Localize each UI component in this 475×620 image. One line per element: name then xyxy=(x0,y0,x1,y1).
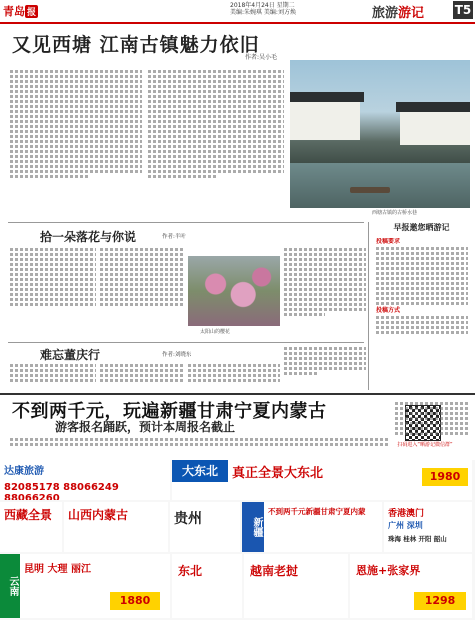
ad-neimenggu-title: 山西内蒙古 xyxy=(68,508,129,522)
ad-dongbei2-title: 东北 xyxy=(178,564,203,578)
ad-brand xyxy=(0,460,170,500)
sidebar-body xyxy=(376,238,468,402)
ad-yuenan-title: 越南老挝 xyxy=(250,564,299,578)
ad-yunnan-tag: 云南 xyxy=(0,554,20,618)
logo-text: 青岛 xyxy=(3,5,25,18)
ad-hongkong xyxy=(384,502,472,552)
ad-guangzhou: 广州 深圳 xyxy=(388,521,423,530)
ad-guizhou-title: 贵州 xyxy=(174,511,202,527)
bottom-subhead: 游客报名踊跃，预计本周报名截止 xyxy=(55,420,236,434)
ad-enshi xyxy=(350,554,472,618)
ad-yunnan xyxy=(0,554,170,618)
logo-badge: 报 xyxy=(25,5,38,18)
article2-column2 xyxy=(100,246,184,326)
xitang-photo xyxy=(290,60,470,208)
section-name: 旅游 xyxy=(372,6,399,21)
article3-column3 xyxy=(188,362,280,392)
ad-guilin: 珠海 桂林 开阳 韶山 xyxy=(388,535,447,543)
newspaper-logo xyxy=(3,3,38,19)
ad-dongbei2 xyxy=(172,554,242,618)
article1-author: 作者:吴小毛 xyxy=(245,54,278,61)
ad-guizhou xyxy=(170,502,240,552)
ad-xinjiang xyxy=(242,502,382,552)
date-line: 2018年4月24日 星期二 xyxy=(230,2,295,9)
qr-caption: 扫码进入“晒游记微信群” xyxy=(397,442,453,448)
ad-kunming: 昆明 大理 丽江 xyxy=(24,564,91,575)
ad-price-1880: 1880 xyxy=(110,592,160,610)
main-headline: 又见西塘 江南古镇魅力依旧 xyxy=(12,34,260,56)
flower-photo-caption: 太阳山的樱花 xyxy=(200,329,231,335)
issue-date xyxy=(230,2,296,16)
xitang-photo-caption: 西塘古镇的古桥水巷 xyxy=(372,210,418,216)
ad-dadongbei xyxy=(172,460,472,500)
flower-photo xyxy=(188,256,280,326)
section-title xyxy=(372,2,424,21)
editor-line: 美编:朱婉琪 美编:刘方焕 xyxy=(230,9,296,16)
article1-column1 xyxy=(10,68,142,218)
article3-author: 作者:刘晓东 xyxy=(162,352,192,358)
ad-brand-name: 达康旅游 xyxy=(4,466,44,477)
page-number: T5 xyxy=(454,3,472,17)
article1-column2 xyxy=(148,68,284,218)
article3-column2 xyxy=(100,362,184,392)
bottom-body xyxy=(10,436,390,458)
ad-hongkong-title: 香港澳门 xyxy=(388,509,425,519)
ad-yuenan xyxy=(244,554,348,618)
ad-xizang-title: 西藏全景 xyxy=(4,508,53,522)
article2-column1 xyxy=(10,246,96,326)
travel-ads xyxy=(0,460,475,620)
article2-author: 作者:半叶 xyxy=(162,234,186,240)
ad-price-1298: 1298 xyxy=(414,592,466,610)
ad-phone: 82085178 88066249 88066260 xyxy=(4,482,119,500)
ad-neimenggu xyxy=(64,502,168,552)
article3-column4 xyxy=(284,345,366,393)
ad-dadongbei-tag: 大东北 xyxy=(172,460,228,482)
sidebar-title: 早报邀您晒游记 xyxy=(393,223,450,232)
article2-column3 xyxy=(284,246,366,341)
article3-column1 xyxy=(10,362,96,392)
ad-enshi-title: 恩施+张家界 xyxy=(356,564,421,577)
ad-xinjiang-title: 不到两千元新疆甘肃宁夏内蒙 xyxy=(268,507,366,516)
ad-xinjiang-tag: 新疆 xyxy=(242,502,264,552)
page-header xyxy=(0,0,475,24)
bottom-contact xyxy=(395,400,470,458)
ad-xizang xyxy=(0,502,62,552)
sidebar-subtitle-requirements: 投稿要求 xyxy=(376,238,401,245)
ad-dadongbei-title: 真正全景大东北 xyxy=(232,466,324,481)
article2-title: 拾一朵落花与你说 xyxy=(40,230,137,244)
ad-price-1980: 1980 xyxy=(422,468,468,486)
sidebar-subtitle-method: 投稿方式 xyxy=(376,307,401,315)
bottom-headline: 不到两千元，玩遍新疆甘肃宁夏内蒙古 xyxy=(12,401,327,422)
article3-title: 难忘董庆行 xyxy=(40,348,101,362)
section-highlight: 游记 xyxy=(398,6,425,21)
